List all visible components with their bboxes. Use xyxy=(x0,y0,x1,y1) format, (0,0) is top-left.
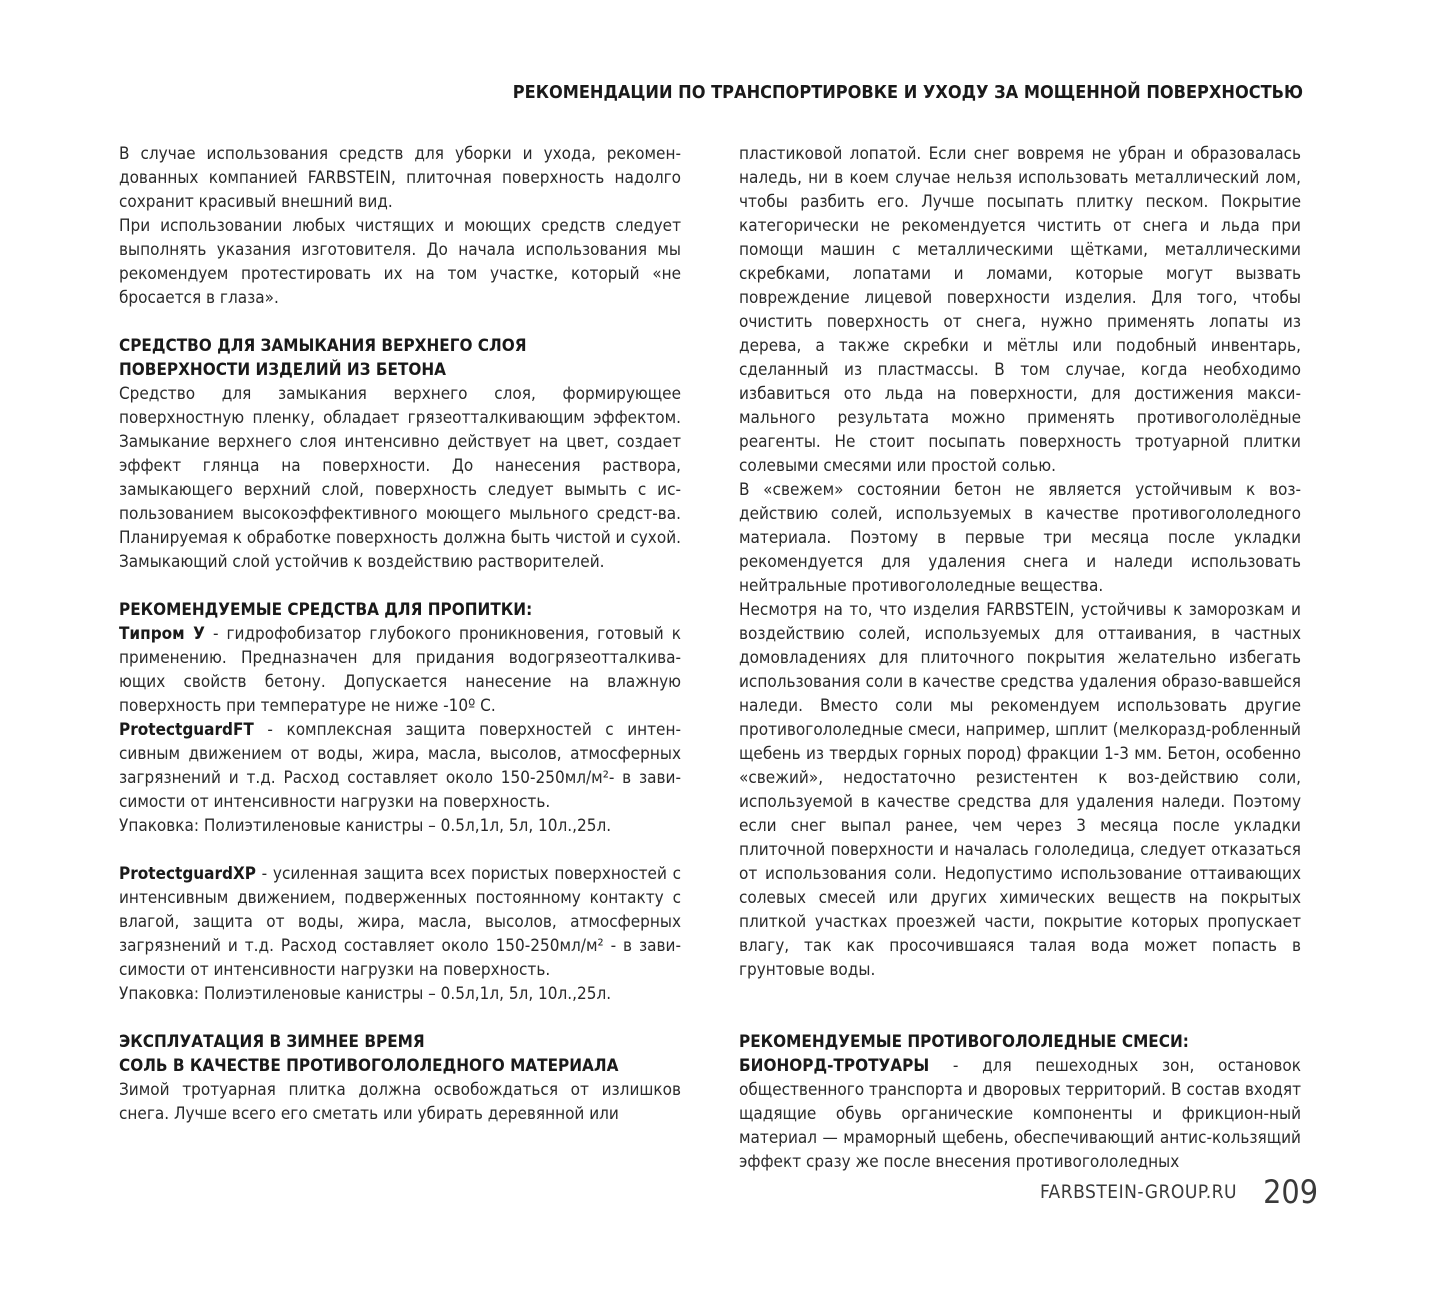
product-name: Типром У xyxy=(119,624,205,644)
left-column xyxy=(119,142,681,1126)
product-description: - гидрофобизатор глубокого проникновения, готовый к применению. Предназначен для придания водогрязеотталкива-ющих свойств бетону. Допускается нанесение на влажную поверхность при температуре не ниже -10º С. xyxy=(119,624,681,716)
product-protectguard-xp xyxy=(119,862,681,982)
sealer-paragraph: Средство для замыкания верхнего слоя, формирующее поверхностную пленку, обладает грязеотталкивающим эффектом. Замыкание верхнего слоя интенсивно действует на цвет, создает эффект глянца на поверхности. До нанесения раствора, замыкающего верхний слой, поверхность следует вымыть с ис-пользованием высокоэффективного моющего мыльного средст-ва. Планируемая к обработке поверхность должна быть чистой и сухой. Замыкающий слой устойчив к воздействию растворителей. xyxy=(119,384,681,572)
sealer-heading xyxy=(119,334,681,382)
product-description: - усиленная защита всех пористых поверхностей с интенсивным движением, подверженных постоянному контакту с влагой, защита от воды, жира, масла, высолов, атмосферных загрязнений и т.д. Расход составляет около 150-250мл/м² - в зави-симости от интенсивности нагрузки на поверхность. xyxy=(119,864,681,980)
winter-heading-line-1: ЭКСПЛУАТАЦИЯ В ЗИМНЕЕ ВРЕМЯ xyxy=(119,1032,425,1052)
sealer-heading-line-1: СРЕДСТВО ДЛЯ ЗАМЫКАНИЯ ВЕРХНЕГО СЛОЯ xyxy=(119,336,527,356)
product-protectguard-ft xyxy=(119,718,681,814)
intro-paragraph-2: При использовании любых чистящих и моющих средств следует выполнять указания изготовителя. До начала использования мы рекомендуем протестировать их на том участке, который «не бросается в глаза». xyxy=(119,216,681,308)
winter-heading-line-2: СОЛЬ В КАЧЕСТВЕ ПРОТИВОГОЛОЛЕДНОГО МАТЕРИАЛА xyxy=(119,1056,619,1076)
product-description: - комплексная защита поверхностей с интен-сивным движением от воды, жира, масла, высолов, атмосферных загрязнений и т.д. Расход составляет около 150-250мл/м²- в зави-симости от интенсивности нагрузки на поверхность. xyxy=(119,720,681,812)
deicers-heading: РЕКОМЕНДУЕМЫЕ ПРОТИВОГОЛОЛЕДНЫЕ СМЕСИ: xyxy=(739,1032,1189,1052)
sealer-heading-line-2: ПОВЕРХНОСТИ ИЗДЕЛИЙ ИЗ БЕТОНА xyxy=(119,360,447,380)
winter-continued-paragraph: пластиковой лопатой. Если снег вовремя не убран и образовалась наледь, ни в коем случае нельзя использовать металлический лом, чтобы разбить его. Лучше посыпать плитку песком. Покрытие категорически не рекомендуется чистить от снега и льда при помощи машин с металлическими щётками, металлическими скребками, лопатами и ломами, которые могут вызвать повреждение лицевой поверхности изделия. Для того, чтобы очистить поверхность от снега, нужно применять лопаты из дерева, а также скребки и мётлы или подобный инвентарь, сделанный из пластмассы. В том случае, когда необходимо избавиться ото льда на поверхности, для достижения макси-мального результата можно применять противогололёдные реагенты. Не стоит посыпать поверхность тротуарной плитки солевыми смесями или простой солью. xyxy=(739,144,1301,476)
product-bionord xyxy=(739,1054,1301,1174)
intro-paragraph-1: В случае использования средств для уборки и ухода, рекомен-дованных компанией FARBSTEIN, плиточная поверхность надолго сохранит красивый внешний вид. xyxy=(119,144,681,212)
website-url: FARBSTEIN-GROUP.RU xyxy=(1039,1181,1238,1203)
running-title: РЕКОМЕНДАЦИИ ПО ТРАНСПОРТИРОВКЕ И УХОДУ ЗА МОЩЕННОЙ ПОВЕРХНОСТЬЮ xyxy=(512,82,1303,103)
salt-avoidance-paragraph: Несмотря на то, что изделия FARBSTEIN, устойчивы к заморозкам и воздействию солей, используемых для оттаивания, в частных домовладениях для плиточного покрытия желательно избегать использования соли в качестве средства удаления образо-вавшейся наледи. Вместо соли мы рекомендуем использовать другие противогололедные смеси, например, шплит (мелкоразд-робленный щебень из твердых горных пород) фракции 1-3 мм. Бетон, особенно «свежий», недостаточно резистентен к воз-действию соли, используемой в качестве средства для удаления наледи. Поэтому если снег выпал ранее, чем через 3 месяца после укладки плиточной поверхности и началась гололедица, следует отказаться от использования соли. Недопустимо использование оттаивающих солевых смесей или других химических веществ на покрытых плиткой участках проезжей части, покрытие которых пропускает влагу, так как просочившаяся талая вода может попасть в грунтовые воды. xyxy=(739,600,1301,980)
product-tiprom xyxy=(119,622,681,718)
product-description: - для пешеходных зон, остановок общественного транспорта и дворовых территорий. В состав входят щадящие обувь органические компоненты и фрикцион-ный материал — мраморный щебень, обеспечивающий антис-кользящий эффект сразу же после внесения противогололедных xyxy=(739,1056,1301,1172)
page-footer xyxy=(1039,1173,1318,1211)
product-name: ProtectguardXP xyxy=(119,864,256,884)
impregnation-heading: РЕКОМЕНДУЕМЫЕ СРЕДСТВА ДЛЯ ПРОПИТКИ: xyxy=(119,600,533,620)
packaging-note: Упаковка: Полиэтиленовые канистры – 0.5л,1л, 5л, 10л.,25л. xyxy=(119,984,612,1004)
product-name: ProtectguardFT xyxy=(119,720,254,740)
packaging-note: Упаковка: Полиэтиленовые канистры – 0.5л,1л, 5л, 10л.,25л. xyxy=(119,816,612,836)
product-name: БИОНОРД-ТРОТУАРЫ xyxy=(739,1056,930,1076)
right-column xyxy=(739,142,1301,1174)
page-number: 209 xyxy=(1263,1173,1318,1211)
winter-heading xyxy=(119,1030,681,1078)
winter-paragraph: Зимой тротуарная плитка должна освобождаться от излишков снега. Лучше всего его сметать или убирать деревянной или xyxy=(119,1080,681,1124)
fresh-concrete-paragraph: В «свежем» состоянии бетон не является устойчивым к воз-действию солей, используемых в качестве противогололедного материала. Поэтому в первые три месяца после укладки рекомендуется для удаления снега и наледи использовать нейтральные противогололедные вещества. xyxy=(739,480,1301,596)
